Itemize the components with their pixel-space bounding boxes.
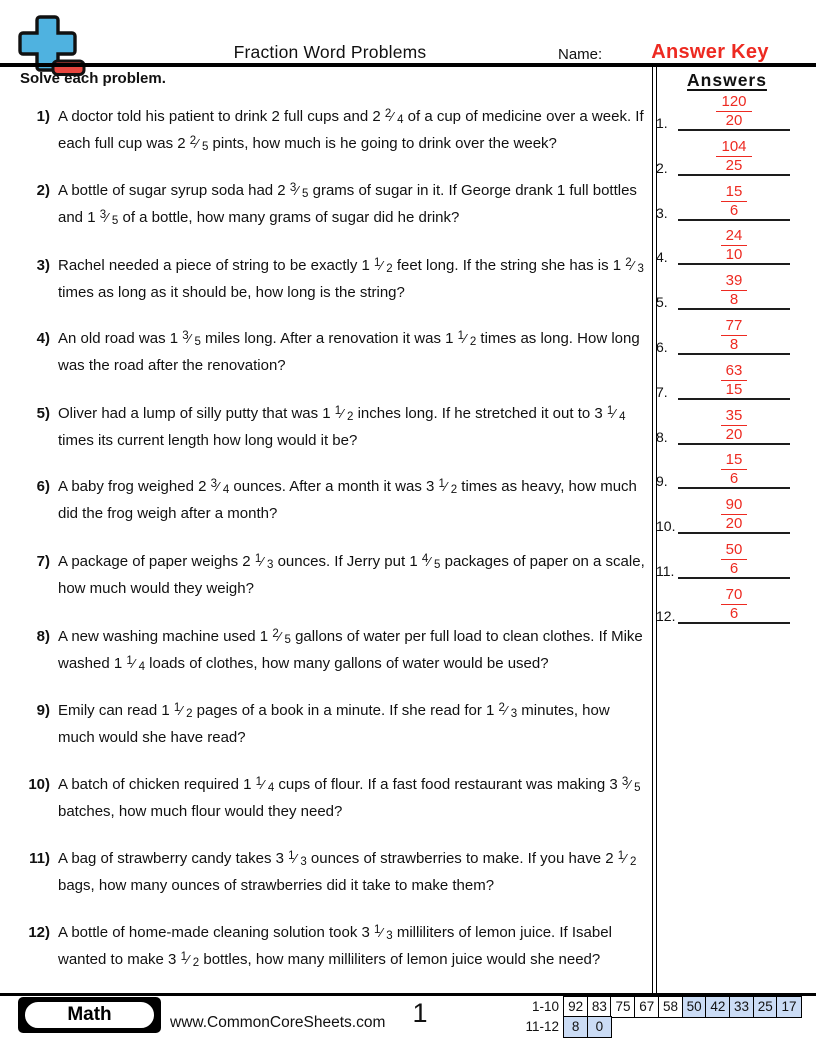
problem-item xyxy=(22,177,646,231)
score-cell: 25 xyxy=(753,996,778,1018)
score-grid-row1-label: 1-10 xyxy=(531,999,559,1014)
inline-fraction: $^2$⁄ $_4$ xyxy=(384,108,404,126)
answer-blank-line xyxy=(678,398,790,400)
problem-text: Emily can read 1 $^1$⁄ $_2$ pages of a book in a minute. If she read for 1 $^2$⁄ $_3$ minutes, how much would she have read? xyxy=(58,702,610,746)
inline-fraction: $^1$⁄ $_2$ xyxy=(438,478,458,496)
answer-fraction-numerator: 39 xyxy=(721,273,748,291)
problem-text: A package of paper weighs 2 $^1$⁄ $_3$ ounces. If Jerry put 1 $^4$⁄ $_5$ packages of paper on a scale, how much would they weigh? xyxy=(58,553,645,597)
inline-fraction: $^3$⁄ $_5$ xyxy=(99,209,119,227)
answer-row xyxy=(650,225,794,265)
answer-blank-line xyxy=(678,622,790,624)
answer-fraction xyxy=(678,363,790,397)
website-text: www.CommonCoreSheets.com xyxy=(170,1014,386,1031)
inline-fraction: $^2$⁄ $_5$ xyxy=(272,628,291,646)
problem-number: 10) xyxy=(28,776,50,793)
answer-number-label: 10. xyxy=(656,518,676,535)
inline-fraction: $^2$⁄ $_5$ xyxy=(189,135,209,153)
problem-item xyxy=(22,697,646,751)
answer-row xyxy=(650,270,794,310)
score-grid-row-1 xyxy=(519,996,802,1018)
answer-blank-line xyxy=(678,129,790,131)
problem-text: A bottle of home-made cleaning solution took 3 $^1$⁄ $_3$ milliliters of lemon juice. If Isabel wanted to make 3 $^1$⁄ $_2$ bottles, how many milliliters of lemon juice would she need? xyxy=(58,924,612,969)
inline-fraction: $^3$⁄ $_5$ xyxy=(289,182,309,200)
answer-fraction-denominator: 20 xyxy=(725,112,743,129)
score-cell: 50 xyxy=(682,996,707,1018)
problem-number: 2) xyxy=(36,182,50,199)
problem-item xyxy=(22,103,646,157)
inline-fraction: $^1$⁄ $_4$ xyxy=(255,776,275,794)
score-cell: 67 xyxy=(634,996,659,1018)
answer-fraction-denominator: 15 xyxy=(725,380,743,398)
inline-fraction: $^1$⁄ $_4$ xyxy=(606,405,626,423)
problem-number: 12) xyxy=(28,924,50,941)
problem-text: Oliver had a lump of silly putty that was 1 $^1$⁄ $_2$ inches long. If he stretched it out to 3 $^1$⁄ $_4$ times its current length how long would it be? xyxy=(58,405,626,449)
inline-fraction: $^1$⁄ $_3$ xyxy=(288,850,307,868)
problem-number: 8) xyxy=(36,628,50,645)
answer-number-label: 8. xyxy=(656,428,668,445)
problem-text: A batch of chicken required 1 $^1$⁄ $_4$ cups of flour. If a fast food restaurant was making 3 $^3$⁄ $_5$ batches, how much flour would they need? xyxy=(58,776,641,820)
answer-fraction xyxy=(678,452,790,486)
answer-fraction-numerator: 90 xyxy=(721,497,748,515)
score-grid xyxy=(519,996,802,1038)
answer-row xyxy=(650,91,794,131)
answer-number-label: 7. xyxy=(656,383,668,400)
answer-fraction-denominator: 6 xyxy=(729,470,739,488)
answer-number-label: 3. xyxy=(656,204,668,221)
answer-blank-line xyxy=(678,353,790,355)
answer-blank-line xyxy=(678,263,790,265)
answer-fraction xyxy=(678,318,790,352)
inline-fraction: $^2$⁄ $_3$ xyxy=(625,257,644,275)
answer-fraction-denominator: 20 xyxy=(725,515,743,533)
score-cell: 42 xyxy=(705,996,730,1018)
inline-fraction: $^1$⁄ $_4$ xyxy=(126,655,145,673)
inline-fraction: $^1$⁄ $_2$ xyxy=(374,257,393,275)
problem-text: A bag of strawberry candy takes 3 $^1$⁄ $_3$ ounces of strawberries to make. If you have 2 $^1$⁄ $_2$ bags, how many ounces of strawberries did it take to make them? xyxy=(58,850,637,894)
answers-heading: Answers xyxy=(687,70,767,90)
answer-number-label: 6. xyxy=(656,339,668,355)
problem-item xyxy=(22,325,646,379)
score-cell: 17 xyxy=(776,996,801,1018)
math-badge-label: Math xyxy=(24,1001,155,1029)
problem-item xyxy=(22,623,646,677)
page-number: 1 xyxy=(412,998,428,1028)
answer-fraction xyxy=(678,273,790,307)
inline-fraction: $^4$⁄ $_5$ xyxy=(421,553,441,571)
problem-number: 6) xyxy=(36,478,50,495)
score-cell: 75 xyxy=(610,996,635,1018)
inline-fraction: $^1$⁄ $_2$ xyxy=(457,330,477,348)
answer-row xyxy=(650,136,794,176)
answer-number-label: 9. xyxy=(656,473,668,490)
name-label: Name: xyxy=(558,46,603,63)
problem-number: 4) xyxy=(36,330,50,347)
answer-fraction-denominator: 25 xyxy=(725,156,743,174)
problem-item xyxy=(22,845,646,899)
problem-item xyxy=(22,771,646,825)
answer-fraction-numerator: 120 xyxy=(716,94,751,112)
answer-fraction-denominator: 8 xyxy=(729,291,739,309)
answer-row xyxy=(650,449,794,489)
answer-fraction-denominator: 20 xyxy=(725,425,743,443)
answer-row xyxy=(650,181,794,221)
score-grid-row-2 xyxy=(519,1016,802,1038)
problem-item xyxy=(22,400,646,454)
problem-item xyxy=(22,919,646,973)
answer-fraction-denominator: 6 xyxy=(729,201,739,219)
problem-number: 11) xyxy=(29,850,50,867)
problem-number: 9) xyxy=(36,702,50,719)
answer-fraction-numerator: 104 xyxy=(716,139,751,157)
answer-number-label: 5. xyxy=(656,294,668,311)
answer-blank-line xyxy=(678,219,790,221)
answer-fraction xyxy=(678,94,790,128)
answer-fraction-numerator: 63 xyxy=(721,363,748,381)
problem-item xyxy=(22,252,646,306)
answer-fraction-denominator: 10 xyxy=(725,246,743,264)
score-grid-row2-label: 11-12 xyxy=(525,1019,559,1035)
answer-fraction xyxy=(678,497,790,531)
answer-number-label: 12. xyxy=(656,607,676,624)
answer-row xyxy=(650,539,794,579)
score-cell: 33 xyxy=(729,996,754,1018)
problem-text: Rachel needed a piece of string to be exactly 1 $^1$⁄ $_2$ feet long. If the string she has is 1 $^2$⁄ $_3$ times as long as it should be, how long is the string? xyxy=(58,257,644,301)
answer-blank-line xyxy=(678,443,790,445)
answer-blank-line xyxy=(678,577,790,579)
answer-key-text: Answer Key xyxy=(651,41,769,63)
problem-text: An old road was 1 $^3$⁄ $_5$ miles long. After a renovation it was 1 $^1$⁄ $_2$ times as long. How long was the road after the renovation? xyxy=(58,330,640,374)
answer-blank-line xyxy=(678,308,790,310)
answer-number-label: 1. xyxy=(656,115,668,131)
problem-number: 7) xyxy=(36,553,50,570)
problem-number: 1) xyxy=(36,108,50,125)
score-cell: 8 xyxy=(563,1016,588,1038)
answer-row xyxy=(650,360,794,400)
problem-number: 5) xyxy=(36,405,50,422)
answer-fraction-numerator: 77 xyxy=(721,318,748,336)
inline-fraction: $^3$⁄ $_5$ xyxy=(621,776,641,794)
answer-fraction-numerator: 24 xyxy=(721,228,748,246)
answer-fraction xyxy=(678,139,790,173)
answer-fraction-denominator: 8 xyxy=(729,336,739,353)
problem-item xyxy=(22,473,646,527)
answer-number-label: 2. xyxy=(656,159,668,176)
score-cell: 0 xyxy=(587,1016,612,1038)
answer-blank-line xyxy=(678,174,790,176)
answer-row xyxy=(650,494,794,534)
answer-blank-line xyxy=(678,487,790,489)
answer-number-label: 4. xyxy=(656,249,668,266)
answer-row xyxy=(650,405,794,445)
answer-fraction-numerator: 15 xyxy=(721,184,748,202)
inline-fraction: $^1$⁄ $_2$ xyxy=(173,702,193,720)
problem-number: 3) xyxy=(36,257,50,274)
problem-item xyxy=(22,548,646,602)
answer-fraction xyxy=(678,184,790,218)
answer-fraction-numerator: 35 xyxy=(721,408,748,426)
answer-blank-line xyxy=(678,532,790,534)
inline-fraction: $^1$⁄ $_2$ xyxy=(180,951,200,969)
answer-fraction-numerator: 70 xyxy=(721,587,748,605)
page-title: Fraction Word Problems xyxy=(233,42,427,62)
answer-fraction-numerator: 15 xyxy=(721,452,748,470)
score-cell: 83 xyxy=(587,996,612,1018)
answer-fraction xyxy=(678,408,790,442)
answer-row xyxy=(650,584,794,624)
answer-fraction xyxy=(678,228,790,262)
inline-fraction: $^1$⁄ $_2$ xyxy=(334,405,354,423)
inline-fraction: $^3$⁄ $_5$ xyxy=(182,330,201,348)
answer-fraction xyxy=(678,542,790,576)
inline-fraction: $^1$⁄ $_2$ xyxy=(617,850,637,868)
problem-text: A baby frog weighed 2 $^3$⁄ $_4$ ounces. After a month it was 3 $^1$⁄ $_2$ times as heavy, how much did the frog weigh after a month? xyxy=(58,478,637,522)
inline-fraction: $^2$⁄ $_3$ xyxy=(498,702,518,720)
header-rule xyxy=(0,63,816,67)
answer-row xyxy=(650,315,794,355)
problem-text: A bottle of sugar syrup soda had 2 $^3$⁄ $_5$ grams of sugar in it. If George drank 1 full bottles and 1 $^3$⁄ $_5$ of a bottle, how many grams of sugar did he drink? xyxy=(58,182,637,227)
answer-number-label: 11. xyxy=(656,563,675,579)
score-cell: 58 xyxy=(658,996,683,1018)
answer-fraction-denominator: 6 xyxy=(729,604,739,622)
answer-fraction-numerator: 50 xyxy=(721,542,748,560)
score-cell: 92 xyxy=(563,996,588,1018)
math-badge xyxy=(18,997,161,1033)
instruction-text: Solve each problem. xyxy=(20,70,166,87)
problem-text: A new washing machine used 1 $^2$⁄ $_5$ gallons of water per full load to clean clothes. If Mike washed 1 $^1$⁄ $_4$ loads of clothes, how many gallons of water would be used? xyxy=(58,628,643,673)
answer-fraction-denominator: 6 xyxy=(729,560,739,577)
inline-fraction: $^1$⁄ $_3$ xyxy=(374,924,393,942)
problem-text: A doctor told his patient to drink 2 full cups and 2 $^2$⁄ $_4$ of a cup of medicine over a week. If each full cup was 2 $^2$⁄ $_5$ pints, how much is he going to drink over the week? xyxy=(58,108,644,153)
inline-fraction: $^1$⁄ $_3$ xyxy=(254,553,274,571)
inline-fraction: $^3$⁄ $_4$ xyxy=(210,478,230,496)
answer-fraction xyxy=(678,587,790,621)
